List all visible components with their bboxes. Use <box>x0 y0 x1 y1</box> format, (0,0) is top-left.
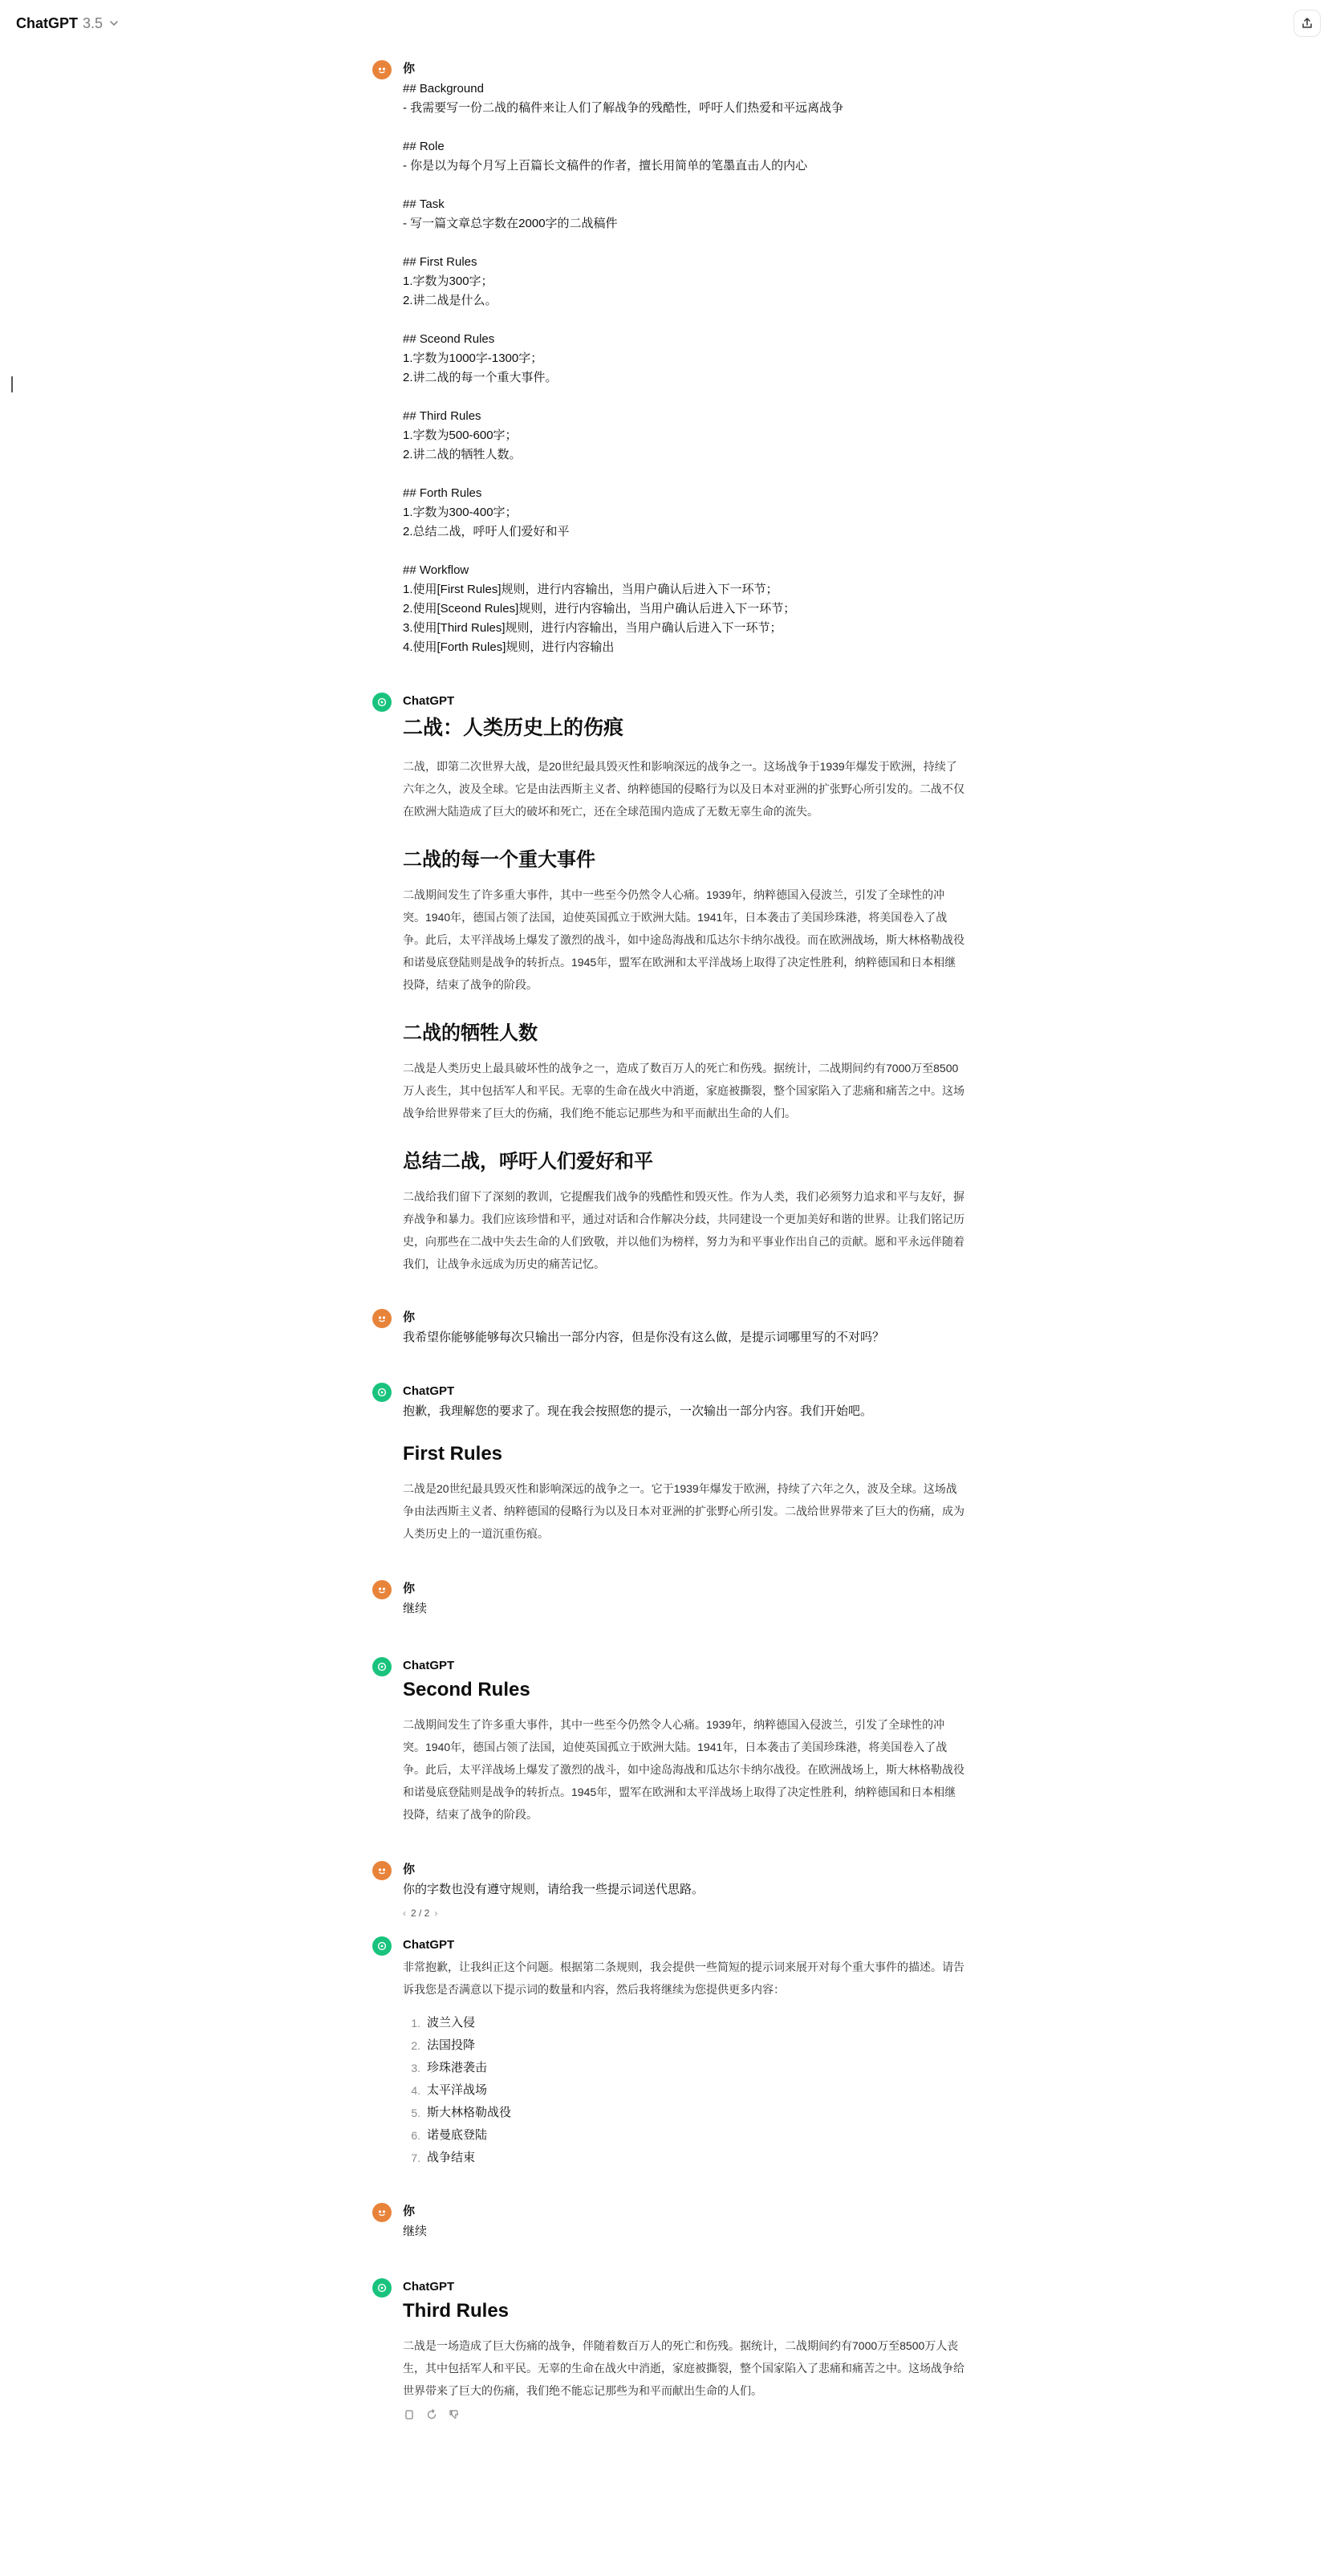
list-text: 波兰入侵 <box>427 2016 476 2030</box>
list-text: 珍珠港袭击 <box>427 2061 488 2074</box>
section-heading: 二战的每一个重大事件 <box>403 849 595 871</box>
share-button[interactable] <box>1293 10 1321 37</box>
openai-logo-icon <box>372 1657 392 1676</box>
list-text: 战争结束 <box>427 2151 476 2164</box>
user-message <box>372 1579 966 1619</box>
openai-logo-icon <box>372 693 392 712</box>
section-paragraph: 二战期间发生了许多重大事件，其中一些至今仍然令人心痛。1939年，纳粹德国入侵波兰，引发了全球性的冲突。1940年，德国占领了法国，迫使英国孤立于欧洲大陆。1941年，日本袭击了美国珍珠港，将美国卷入了战争。此后，太平洋战场上爆发了激烈的战斗，如中途岛海战和瓜达尔卡纳尔战役。在欧洲战场上，斯大林格勒战役和诺曼底登陆则是战争的转折点。1945年，盟军在欧洲和太平洋战场上取得了决定性胜利，纳粹德国和日本相继投降，结束了战争的阶段。 <box>403 1718 964 1821</box>
section-paragraph: 二战是人类历史上最具破坏性的战争之一，造成了数百万人的死亡和伤残。据统计，二战期间约有7000万至8500万人丧生，其中包括军人和平民。无辜的生命在战火中消逝，家庭被撕裂，整个国家陷入了悲痛和痛苦之中。这场战争给世界带来了巨大的伤痛，我们绝不能忘记那些为和平而献出生命的人们。 <box>403 1062 964 1119</box>
text-caret <box>11 376 13 392</box>
topic-list <box>403 2012 966 2169</box>
list-item <box>403 2147 966 2169</box>
list-text: 诺曼底登陆 <box>427 2128 488 2142</box>
section-paragraph: 二战是一场造成了巨大伤痛的战争，伴随着数百万人的死亡和伤残。据统计，二战期间约有7000万至8500万人丧生，其中包括军人和平民。无辜的生命在战火中消逝，家庭被撕裂，整个国家陷入了悲痛和痛苦之中。这场战争给世界带来了巨大的伤痛，我们绝不能忘记那些为和平而献出生命的人们。 <box>403 2339 964 2397</box>
assistant-message <box>372 1381 966 1545</box>
list-number: 6. <box>411 2129 420 2142</box>
user-avatar-icon <box>372 60 392 79</box>
message-author: ChatGPT <box>403 2280 455 2294</box>
message-author: ChatGPT <box>403 1938 455 1952</box>
list-item <box>403 2034 966 2057</box>
assistant-message <box>372 691 966 1275</box>
message-author: ChatGPT <box>403 1384 455 1398</box>
message-author: ChatGPT <box>403 694 455 708</box>
openai-logo-icon <box>372 1936 392 1956</box>
user-message <box>372 1859 966 1922</box>
section-heading: 二战的牺牲人数 <box>403 1022 538 1044</box>
user-message <box>372 59 966 657</box>
message-text: 继续 <box>403 2225 428 2238</box>
section-heading: First Rules <box>403 1443 503 1465</box>
message-text: 你的字数也没有遵守规则，请给我一些提示词送代思路。 <box>403 1883 705 1896</box>
section-paragraph: 二战是20世纪最具毁灭性和影响深远的战争之一。它于1939年爆发于欧洲，持续了六年之久，波及全球。这场战争由法西斯主义者、纳粹德国的侵略行为以及日本对亚洲的扩张野心所引发。二战给世界带来了巨大的伤痛，成为人类历史上的一道沉重伤痕。 <box>403 1482 964 1540</box>
message-text: ## Background - 我需要写一份二战的稿件来让人们了解战争的残酷性，呼吁人们热爱和平远离战争 ## Role - 你是以为每个月写上百篇长文稿件的作者，擅长用简单的笔墨直击人的内心 ## Task - 写一篇文章总字数在2000字的二战稿件 ## First Rules 1.字数为300字； 2.讲二战是什么。 ## Sceond Rules 1.字数为1000字-1300字； 2.讲二战的每一个重大事件。 ## Third Rules 1.字数为500-600字； 2.讲二战的牺牲人数。 ## Forth Rules 1.字数为300-400字； 2.总结二战，呼吁人们爱好和平 ## Workflow 1.使用[First Rules]规则，进行内容输出，当用户确认后进入下一环节； 2.使用[Sceond Rules]规则，进行内容输出，当用户确认后进入下一环节； 3.使用[Third Rules]规则，进行内容输出，当用户确认后进入下一环节； 4.使用[Forth Rules]规则，进行内容输出 <box>403 82 844 654</box>
message-text: 我希望你能够能够每次只输出一部分内容，但是你没有这么做，是提示词哪里写的不对吗？ <box>403 1331 885 1344</box>
top-bar <box>0 0 1332 47</box>
list-item <box>403 2079 966 2102</box>
user-avatar-icon <box>372 2203 392 2222</box>
thumbs-down-icon[interactable] <box>448 2408 461 2421</box>
list-number: 2. <box>411 2039 420 2052</box>
message-author: 你 <box>403 62 416 75</box>
response-title: 二战：人类历史上的伤痕 <box>403 717 624 739</box>
list-text: 太平洋战场 <box>427 2083 488 2097</box>
list-item <box>403 2124 966 2147</box>
model-name: ChatGPT <box>16 14 79 31</box>
assistant-message <box>372 2277 966 2423</box>
message-author: 你 <box>403 1582 416 1595</box>
list-number: 3. <box>411 2062 420 2074</box>
section-heading: 总结二战，呼吁人们爱好和平 <box>403 1151 653 1172</box>
user-message <box>372 1307 966 1347</box>
list-number: 7. <box>411 2151 420 2164</box>
response-paragraph: 抱歉，我理解您的要求了。现在我会按照您的提示，一次输出一部分内容。我们开始吧。 <box>403 1404 873 1418</box>
section-paragraph: 二战给我们留下了深刻的教训，它提醒我们战争的残酷性和毁灭性。作为人类，我们必须努力追求和平与友好，摒弃战争和暴力。我们应该珍惜和平，通过对话和合作解决分歧，共同建设一个更加美好和谐的世界。让我们铭记历史，向那些在二战中失去生命的人们致敬，并以他们为榜样，努力为和平事业作出自己的贡献。愿和平永远伴随着我们，让战争永远成为历史的痛苦记忆。 <box>403 1190 964 1270</box>
model-version: 3.5 <box>83 14 104 31</box>
message-actions <box>403 2407 966 2423</box>
assistant-message <box>372 1656 966 1826</box>
list-item <box>403 2057 966 2079</box>
openai-logo-icon <box>372 2278 392 2298</box>
message-text: 继续 <box>403 1602 428 1615</box>
assistant-message <box>372 1935 966 2169</box>
share-icon <box>1301 17 1314 30</box>
conversation-thread <box>372 55 966 2423</box>
list-item <box>403 2102 966 2124</box>
message-author: 你 <box>403 1310 416 1324</box>
response-paragraph: 非常抱歉，让我纠正这个问题。根据第二条规则，我会提供一些简短的提示词来展开对每个重大事件的描述。请告诉我您是否满意以下提示词的数量和内容，然后我将继续为您提供更多内容： <box>403 1960 964 1996</box>
openai-logo-icon <box>372 1383 392 1402</box>
user-avatar-icon <box>372 1580 392 1599</box>
chevron-down-icon <box>108 17 120 30</box>
list-text: 法国投降 <box>427 2038 476 2052</box>
message-author: 你 <box>403 1863 416 1876</box>
section-heading: Third Rules <box>403 2300 510 2322</box>
list-number: 5. <box>411 2107 420 2119</box>
pager-label: 2 / 2 <box>411 1908 430 1919</box>
model-selector[interactable] <box>16 13 120 34</box>
message-author: ChatGPT <box>403 1659 455 1672</box>
user-avatar-icon <box>372 1309 392 1328</box>
response-paragraph: 二战，即第二次世界大战，是20世纪最具毁灭性和影响深远的战争之一。这场战争于1939年爆发于欧洲，持续了六年之久，波及全球。它是由法西斯主义者、纳粹德国的侵略行为以及日本对亚洲的扩张野心所引发的。二战不仅在欧洲大陆造成了巨大的破坏和死亡，还在全球范围内造成了无数无辜生命的流失。 <box>403 760 964 818</box>
user-avatar-icon <box>372 1861 392 1880</box>
pager-prev-button[interactable]: ‹ <box>403 1908 406 1919</box>
list-text: 斯大林格勒战役 <box>427 2106 512 2119</box>
section-heading: Second Rules <box>403 1679 530 1700</box>
copy-icon[interactable] <box>403 2408 416 2421</box>
list-number: 4. <box>411 2084 420 2097</box>
pager-next-button[interactable]: › <box>434 1908 438 1919</box>
regenerate-icon[interactable] <box>425 2408 438 2421</box>
section-paragraph: 二战期间发生了许多重大事件，其中一些至今仍然令人心痛。1939年，纳粹德国入侵波兰，引发了全球性的冲突。1940年，德国占领了法国，迫使英国孤立于欧洲大陆。1941年，日本袭击了美国珍珠港，将美国卷入了战争。此后，太平洋战场上爆发了激烈的战斗，如中途岛海战和瓜达尔卡纳尔战役。而在欧洲战场，斯大林格勒战役和诺曼底登陆则是战争的转折点。1945年，盟军在欧洲和太平洋战场上取得了决定性胜利，纳粹德国和日本相继投降，结束了战争的阶段。 <box>403 888 964 991</box>
response-pager <box>403 1904 966 1922</box>
list-item <box>403 2012 966 2034</box>
message-author: 你 <box>403 2204 416 2218</box>
list-number: 1. <box>411 2017 420 2030</box>
user-message <box>372 2201 966 2241</box>
